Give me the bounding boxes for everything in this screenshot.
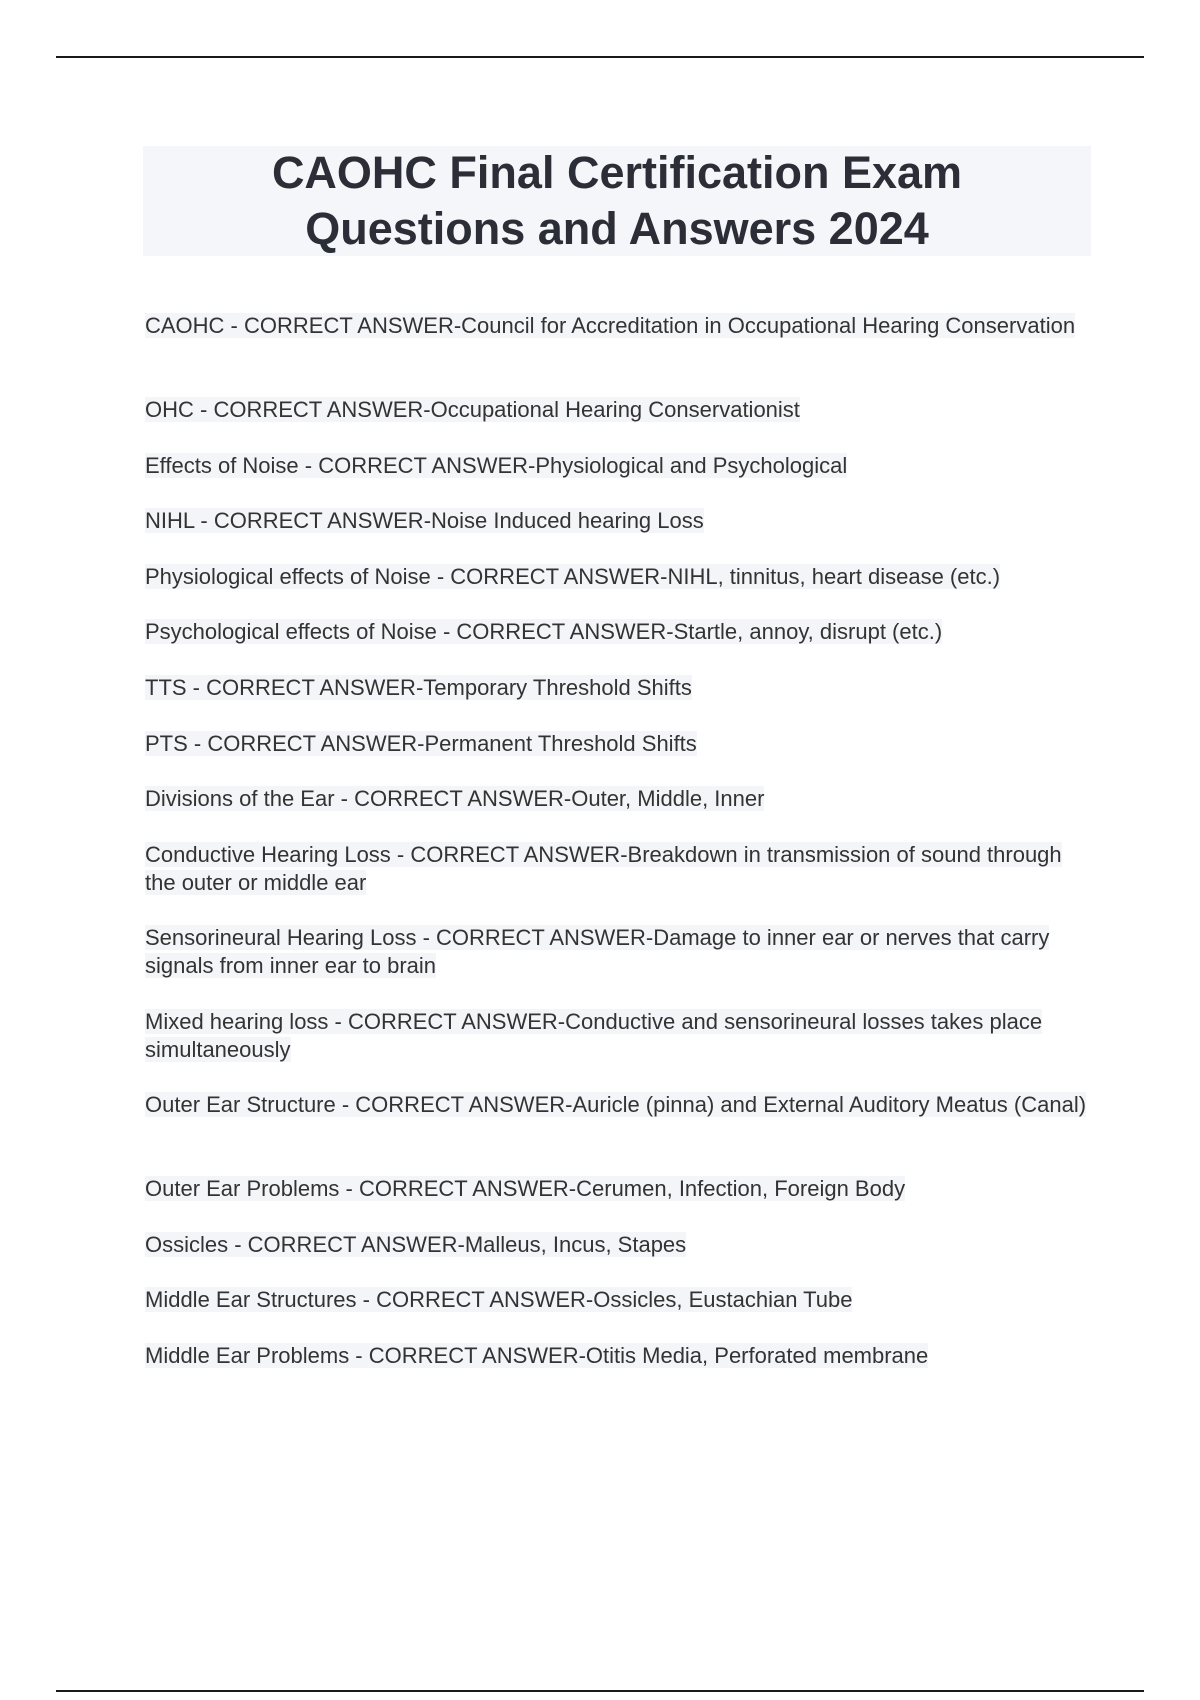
qa-text: Middle Ear Structures - CORRECT ANSWER-Ossicles, Eustachian Tube	[145, 1287, 853, 1312]
qa-item	[145, 507, 1095, 535]
qa-item	[145, 312, 1095, 340]
qa-item	[145, 730, 1095, 758]
qa-item	[145, 924, 1095, 980]
qa-item	[145, 1286, 1095, 1314]
qa-item	[145, 1342, 1095, 1370]
qa-text: NIHL - CORRECT ANSWER-Noise Induced hearing Loss	[145, 508, 704, 533]
qa-text: Conductive Hearing Loss - CORRECT ANSWER-Breakdown in transmission of sound through the outer or middle ear	[145, 842, 1062, 895]
qa-item	[145, 396, 1095, 424]
title-line-1: CAOHC Final Certification Exam	[271, 147, 963, 198]
top-divider	[56, 56, 1144, 58]
qa-text: Outer Ear Structure - CORRECT ANSWER-Auricle (pinna) and External Auditory Meatus (Canal)	[145, 1092, 1087, 1117]
qa-text: Psychological effects of Noise - CORRECT ANSWER-Startle, annoy, disrupt (etc.)	[145, 619, 943, 644]
qa-text: Divisions of the Ear - CORRECT ANSWER-Outer, Middle, Inner	[145, 786, 765, 811]
qa-text: Mixed hearing loss - CORRECT ANSWER-Conductive and sensorineural losses takes place simultaneously	[145, 1009, 1043, 1062]
qa-item	[145, 452, 1095, 480]
qa-text: Physiological effects of Noise - CORRECT ANSWER-NIHL, tinnitus, heart disease (etc.)	[145, 564, 1001, 589]
qa-text: Middle Ear Problems - CORRECT ANSWER-Otitis Media, Perforated membrane	[145, 1343, 929, 1368]
qa-text: TTS - CORRECT ANSWER-Temporary Threshold Shifts	[145, 675, 692, 700]
qa-text: PTS - CORRECT ANSWER-Permanent Threshold Shifts	[145, 731, 697, 756]
qa-item	[145, 841, 1095, 897]
qa-item	[145, 674, 1095, 702]
qa-item	[145, 618, 1095, 646]
qa-text: Outer Ear Problems - CORRECT ANSWER-Cerumen, Infection, Foreign Body	[145, 1176, 906, 1201]
qa-item	[145, 1175, 1095, 1203]
qa-text: Sensorineural Hearing Loss - CORRECT ANSWER-Damage to inner ear or nerves that carry signals from inner ear to brain	[145, 925, 1050, 978]
bottom-divider	[56, 1690, 1144, 1692]
qa-text: OHC - CORRECT ANSWER-Occupational Hearing Conservationist	[145, 397, 800, 422]
qa-item	[145, 785, 1095, 813]
title-line-2: Questions and Answers 2024	[305, 203, 929, 254]
title-banner	[143, 146, 1091, 256]
qa-text: Effects of Noise - CORRECT ANSWER-Physiological and Psychological	[145, 453, 848, 478]
qa-item	[145, 1008, 1095, 1064]
qa-item	[145, 1231, 1095, 1259]
qa-text: CAOHC - CORRECT ANSWER-Council for Accreditation in Occupational Hearing Conservation	[145, 313, 1076, 338]
document-title	[272, 145, 962, 257]
qa-text: Ossicles - CORRECT ANSWER-Malleus, Incus, Stapes	[145, 1232, 687, 1257]
qa-item	[145, 563, 1095, 591]
qa-item	[145, 1091, 1095, 1119]
